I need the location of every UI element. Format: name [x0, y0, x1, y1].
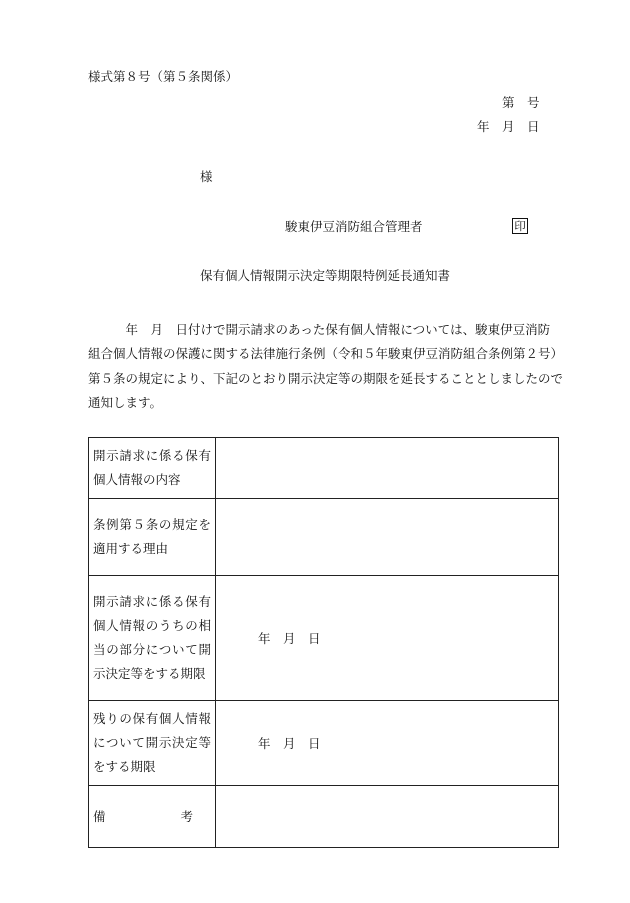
document-number: 第 号 [502, 95, 540, 110]
row-value-partial-deadline[interactable]: 年 月 日 [216, 576, 559, 701]
body-line: 通知します。 [88, 394, 163, 410]
table-row [89, 786, 559, 848]
sender-title: 駿東伊豆消防組合管理者 [285, 219, 423, 234]
table-row [89, 438, 559, 499]
body-line: 年 月 日付けで開示請求のあった保有個人情報については、駿東伊豆消防 [88, 322, 551, 337]
remarks-char: 考 [180, 808, 193, 824]
form-number: 様式第８号（第５条関係） [88, 69, 239, 84]
document-title: 保有個人情報開示決定等期限特例延長通知書 [200, 268, 451, 283]
row-value-remarks[interactable] [216, 786, 559, 848]
notice-body [88, 318, 564, 415]
info-table [88, 437, 559, 848]
body-line: 第５条の規定により、下記のとおり開示決定等の期限を延長することとしましたので [88, 370, 564, 386]
table-row [89, 576, 559, 701]
row-label-remarks [89, 786, 216, 848]
table-row [89, 499, 559, 576]
row-label-remaining-deadline: 残りの保有個人情報について開示決定等をする期限 [89, 701, 216, 786]
body-line: 組合個人情報の保護に関する法律施行条例（令和５年駿東伊豆消防組合条例第２号） [88, 346, 564, 362]
seal-icon: 印 [512, 218, 528, 234]
issue-date: 年 月 日 [477, 119, 540, 134]
remarks-char: 備 [93, 808, 106, 824]
table-row [89, 701, 559, 786]
row-label-partial-deadline: 開示請求に係る保有個人情報のうちの相当の部分について開示決定等をする期限 [89, 576, 216, 701]
addressee: 様 [200, 169, 213, 184]
row-label-content: 開示請求に係る保有個人情報の内容 [89, 438, 216, 499]
row-value-content[interactable] [216, 438, 559, 499]
row-value-reason[interactable] [216, 499, 559, 576]
row-value-remaining-deadline[interactable]: 年 月 日 [216, 701, 559, 786]
row-label-reason: 条例第５条の規定を適用する理由 [89, 499, 216, 576]
